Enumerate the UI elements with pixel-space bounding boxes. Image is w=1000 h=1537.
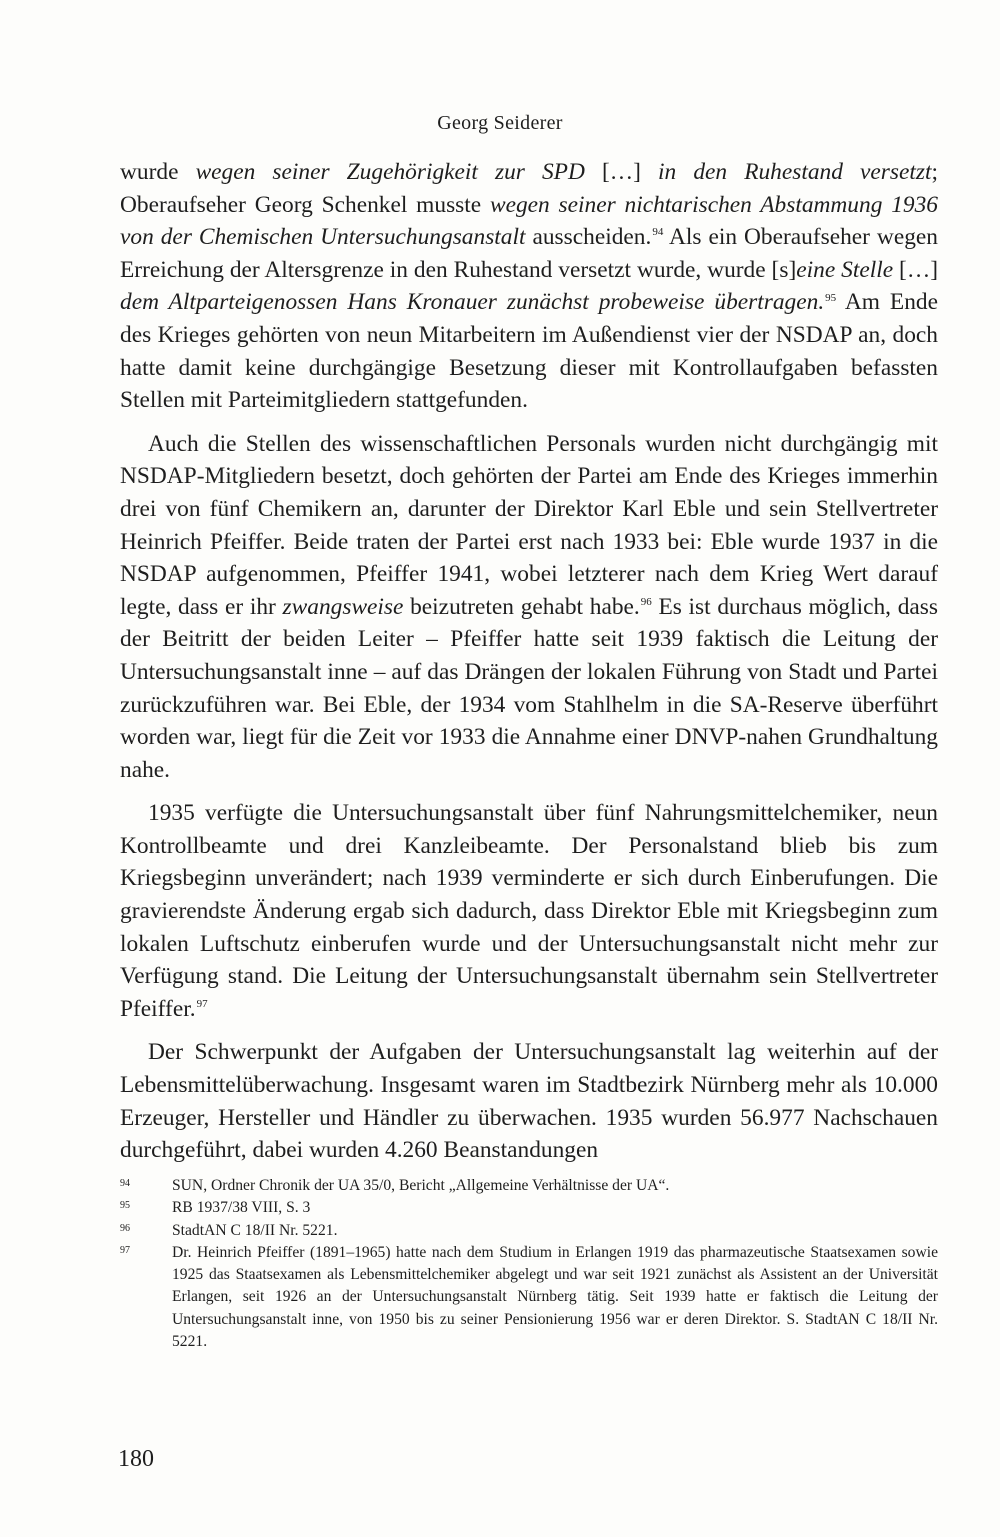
footnote: [120, 1242, 938, 1353]
text-segment: Als ein Oberaufseher wegen Erreichung der Altersgrenze in den Ruhestand versetzt wurde, wurde [s]: [120, 224, 938, 283]
footnote: [120, 1197, 938, 1219]
text-segment: ausscheiden.: [525, 224, 652, 251]
text-segment: 1935 verfügte die Untersuchungsanstalt über fünf Nahrungsmittelchemiker, neun Kontrollbeamte und drei Kanzleibeamte. Der Personalstand blieb bis zum Kriegsbeginn unverändert; nach 1939 verminderte er sich durch Einberufungen. Die gravierendste Änderung ergab sich dadurch, dass Direktor Eble mit Kriegsbeginn zum lokalen Luftschutz einberufen wurde und der Untersuchungsanstalt nicht mehr zur Verfügung stand. Die Leitung der Untersuchungsanstalt übernahm sein Stellvertreter Pfeiffer.: [120, 800, 938, 1022]
text-segment: Am Ende des Krieges gehörten von neun Mitarbeitern im Außendienst vier der NSDAP an, doch hatte damit keine durchgängige Besetzung dieser mit Kontrollaufgaben befassten Stellen mit Parteimitgliedern stattgefunden.: [120, 289, 938, 414]
text-segment: Auch die Stellen des wissenschaftlichen Personals wurden nicht durchgängig mit NSDAP-Mitgliedern besetzt, doch gehörten der Partei am Ende des Krieges immerhin drei von fünf Chemikern an, darunter der Direktor Karl Eble und sein Stellvertreter Heinrich Pfeiffer. Beide traten der Partei erst nach 1933 bei: Eble wurde 1937 in die NSDAP aufgenommen, Pfeiffer 1941, wobei letzterer nach dem Krieg Wert darauf legte, dass er ihr: [120, 430, 938, 620]
paragraph: [120, 797, 938, 1025]
text-segment: […]: [893, 256, 939, 283]
text-segment: Es ist durchaus möglich, dass der Beitritt der beiden Leiter – Pfeiffer hatte seit 1939 faktisch die Leitung der Untersuchungsanstalt inne – auf das Drängen der lokalen Führung von Stadt und Partei zurückzuführen war. Bei Eble, der 1934 vom Stahlhelm in die SA-Reserve überführt worden war, liegt für die Zeit vor 1933 die Annahme einer DNVP-nahen Grundhaltung nahe.: [120, 593, 938, 783]
footnote-ref: 94: [652, 226, 664, 239]
text-segment: beizutreten gehabt habe.: [403, 593, 640, 620]
footnote-number: 94: [120, 1178, 130, 1189]
footnotes: [120, 1175, 938, 1353]
footnote: [120, 1175, 938, 1197]
footnote-ref: 95: [825, 291, 837, 304]
paragraph: [120, 1036, 938, 1166]
text-segment: ; Oberaufseher Georg Schenkel musste: [120, 159, 938, 218]
text-segment: Der Schwerpunkt der Aufgaben der Untersuchungsanstalt lag weiterhin auf der Lebensmittelüberwachung. Insgesamt waren im Stadtbezirk Nürnberg mehr als 10.000 Erzeuger, Hersteller und Händler zu überwachen. 1935 wurden 56.977 Nachschauen durchgeführt, dabei wurden 4.260 Beanstandungen: [120, 1039, 938, 1164]
footnote-text: Dr. Heinrich Pfeiffer (1891–1965) hatte nach dem Studium in Erlangen 1919 das pharmazeutische Staatsexamen sowie 1925 das Staatsexamen als Lebensmittelchemiker abgelegt und war seit 1921 zunächst als Assistent an der Universität Erlangen, seit 1926 an der Untersuchungsanstalt Nürnberg tätig. Seit 1939 hatte er faktisch die Leitung der Untersuchungsanstalt inne, von 1950 bis zu seiner Pensionierung 1956 war er deren Direktor. S. StadtAN C 18/II Nr. 5221.: [172, 1243, 938, 1351]
footnote-number: 97: [120, 1244, 130, 1256]
text-segment: […]: [584, 159, 659, 185]
italic-text: zwangsweise: [282, 593, 404, 620]
footnote-text: SUN, Ordner Chronik der UA 35/0, Bericht „Allgemeine Verhältnisse der UA“.: [172, 1177, 670, 1194]
footnote-number: 96: [120, 1222, 130, 1234]
footnote-number: 95: [120, 1200, 130, 1212]
footnote: [120, 1220, 938, 1242]
body-text: [120, 156, 938, 1178]
footnote-text: RB 1937/38 VIII, S. 3: [172, 1199, 311, 1217]
footnote-text: StadtAN C 18/II Nr. 5221.: [172, 1221, 338, 1239]
italic-text: wegen seiner nichtarischen Abstammung 1936 von der Chemischen Untersuchungsanstalt: [120, 191, 938, 251]
footnote-ref: 97: [196, 998, 208, 1011]
footnote-ref: 96: [640, 595, 652, 608]
italic-text: eine Stelle: [796, 256, 894, 283]
paragraph: [120, 156, 938, 417]
italic-text: in den Ruhestand versetzt: [658, 159, 932, 185]
page-number: 180: [118, 1446, 154, 1472]
text-segment: wurde: [120, 159, 196, 185]
italic-text: dem Altparteigenossen Hans Kronauer zunächst probeweise übertragen.: [120, 289, 825, 316]
running-head: Georg Seiderer: [437, 112, 563, 134]
paragraph: [120, 428, 938, 787]
italic-text: wegen seiner Zugehörigkeit zur SPD: [195, 159, 585, 185]
